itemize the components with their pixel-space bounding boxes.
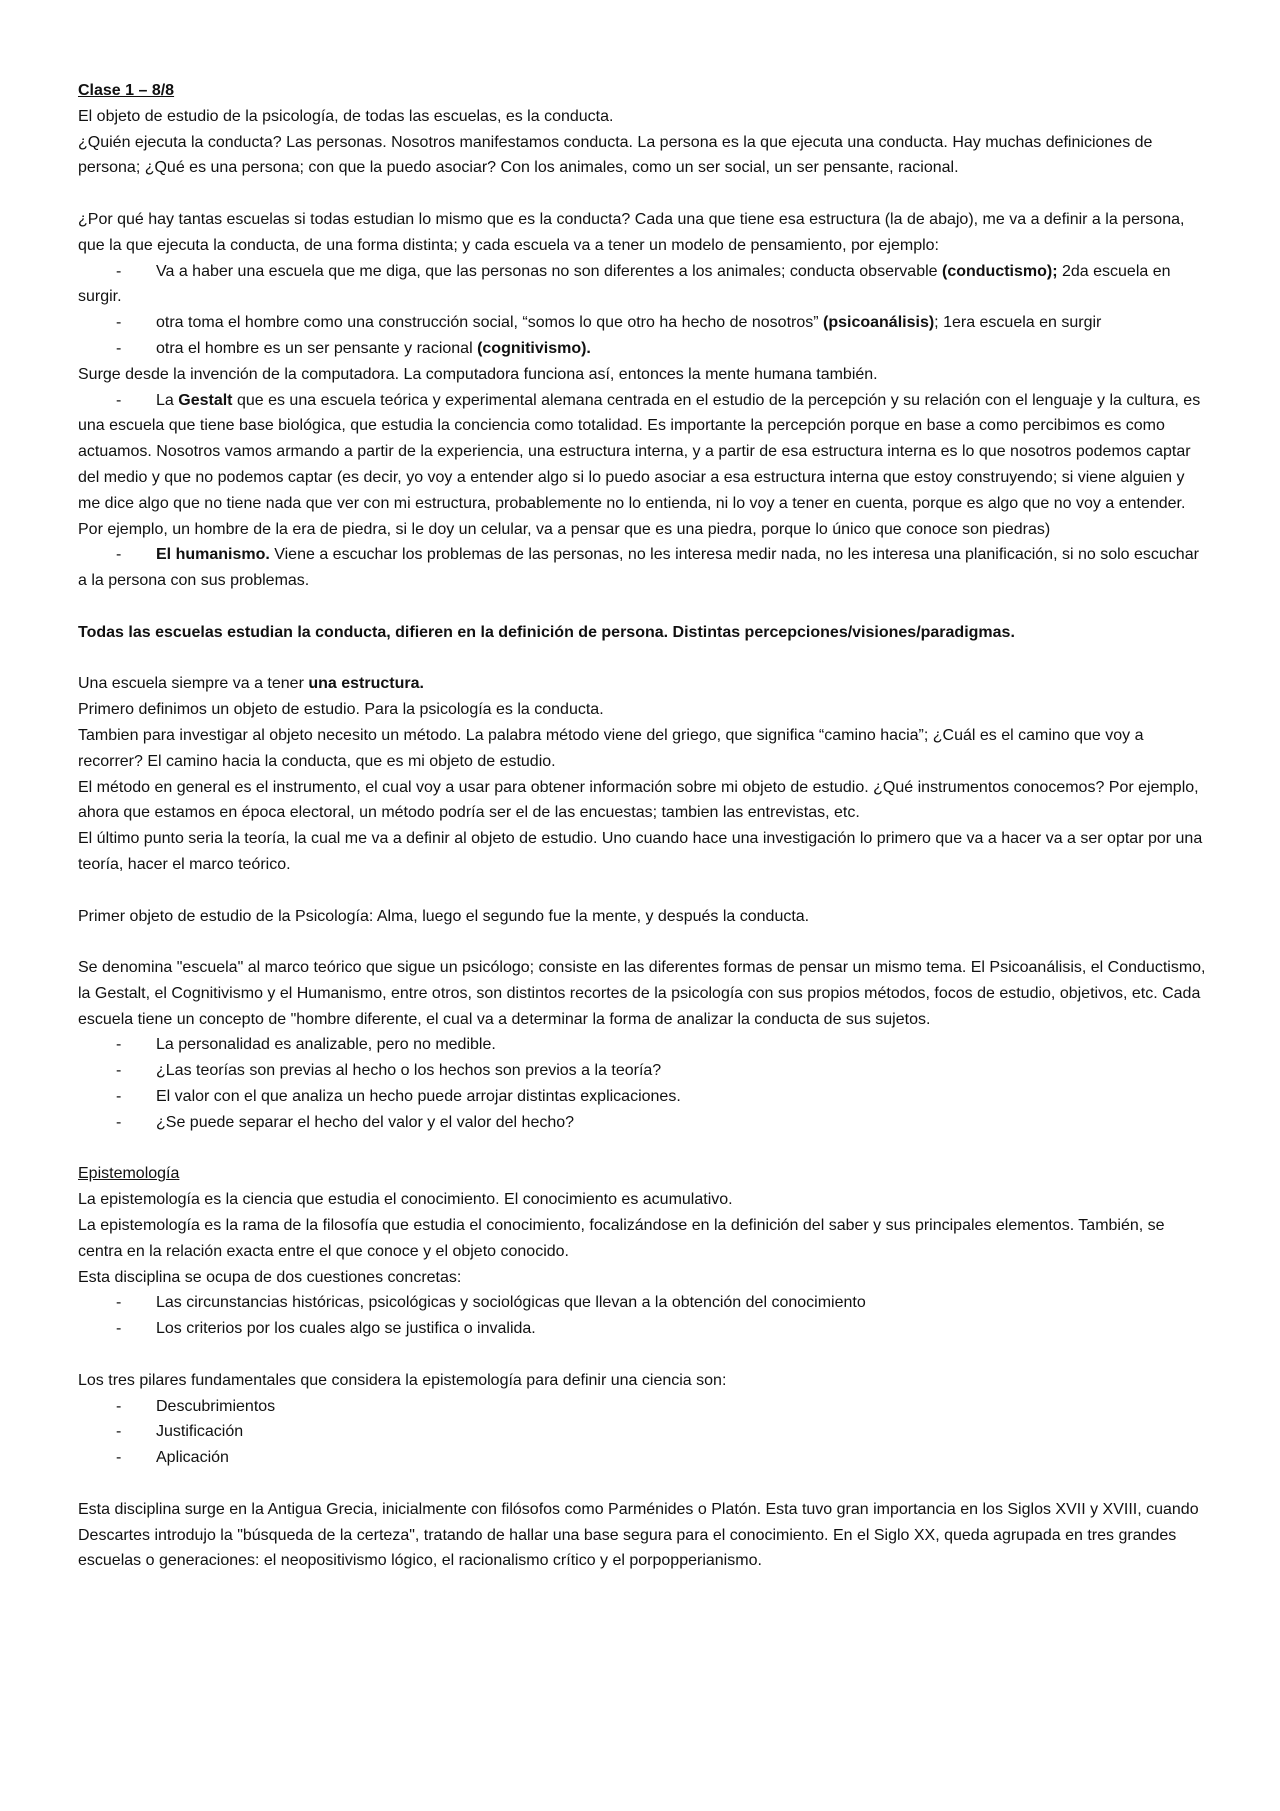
epistemology-history: Esta disciplina surge en la Antigua Grecia, inicialmente con filósofos como Parménides o Platón. Esta tuvo gran importancia en los Siglos XVII y XVIII, cuando Descartes introdujo la "búsqueda de la certeza", tratando de hallar una base segura para el conocimiento. En el Siglo XX, queda agrupada en tres grandes escuelas o generaciones: el neopositivismo lógico, el racionalismo crítico y el porpopperianismo. [78, 1500, 1199, 1570]
spacer [78, 929, 1208, 955]
bullet-dash: - [116, 1113, 122, 1131]
bullet-dash: - [116, 314, 122, 332]
bullet-text: otra el hombre es un ser pensante y racional [156, 339, 478, 357]
bullet-bold-term: (psicoanálisis) [823, 314, 935, 332]
bullet-dash: - [116, 1423, 122, 1441]
list-item [78, 1394, 1208, 1420]
bullet-text-tail: ; 1era escuela en surgir [934, 314, 1102, 332]
summary-statement: Todas las escuelas estudian la conducta, difieren en la definición de persona. Distintas percepciones/visiones/paradigmas. [78, 623, 1015, 641]
intro-line-2: ¿Quién ejecuta la conducta? Las personas. Nosotros manifestamos conducta. La persona es la que ejecuta una conducta. Hay muchas definiciones de persona; ¿Qué es una persona; con que la puedo asociar? Con los animales, como un ser social, un ser pensante, racional. [78, 133, 1153, 177]
list-item [78, 1419, 1208, 1445]
bullet-conductismo [78, 259, 1208, 311]
bullet-dash: - [116, 1449, 122, 1467]
list-item [78, 1316, 1208, 1342]
structure-line-3: Tambien para investigar al objeto necesito un método. La palabra método viene del griego, que significa “camino hacia”; ¿Cuál es el camino que voy a recorrer? El camino hacia la conducta, que es mi objeto de estudio. [78, 726, 1144, 770]
document-page [78, 78, 1208, 1574]
spacer [78, 1471, 1208, 1497]
bullet-gestalt [78, 388, 1208, 543]
list-item [78, 1290, 1208, 1316]
pillars-intro: Los tres pilares fundamentales que considera la epistemología para definir una ciencia son: [78, 1371, 727, 1389]
bullet-humanismo [78, 542, 1208, 594]
epistemology-title: Epistemología [78, 1165, 180, 1183]
bullet-dash: - [116, 262, 122, 280]
schools-intro: ¿Por qué hay tantas escuelas si todas estudian lo mismo que es la conducta? Cada una que tiene esa estructura (la de abajo), me va a definir a la persona, que la que ejecuta la conducta, de una forma distinta; y cada escuela va a tener un modelo de pensamiento, por ejemplo: [78, 210, 1185, 254]
epistemology-line-3: Esta disciplina se ocupa de dos cuestiones concretas: [78, 1268, 462, 1286]
computer-line: Surge desde la invención de la computadora. La computadora funciona así, entonces la mente humana también. [78, 365, 878, 383]
bullet-bold-term: Gestalt [178, 391, 233, 409]
list-item-text: El valor con el que analiza un hecho puede arrojar distintas explicaciones. [156, 1088, 681, 1106]
spacer [78, 594, 1208, 620]
bullet-text: Va a haber una escuela que me diga, que las personas no son diferentes a los animales; conducta observable [156, 262, 942, 280]
bullet-text-tail: Viene a escuchar los problemas de las personas, no les interesa medir nada, no les interesa una planificación, si no solo escuchar a la persona con sus problemas. [78, 546, 1199, 590]
bullet-dash: - [116, 1036, 122, 1054]
bullet-bold-term: (cognitivismo). [477, 339, 591, 357]
escuela-definition: Se denomina "escuela" al marco teórico que sigue un psicólogo; consiste en las diferentes formas de pensar un mismo tema. El Psicoanálisis, el Conductismo, la Gestalt, el Cognitivismo y el Humanismo, entre otros, son distintos recortes de la psicología con sus propios métodos, focos de estudio, objetivos, etc. Cada escuela tiene un concepto de "hombre diferente, el cual va a determinar la forma de analizar la conducta de sus sujetos. [78, 959, 1206, 1028]
epistemology-line-1: La epistemología es la ciencia que estudia el conocimiento. El conocimiento es acumulativo. [78, 1191, 733, 1209]
bullet-text-tail: que es una escuela teórica y experimental alemana centrada en el estudio de la percepción y su relación con el lenguaje y la cultura, es una escuela que tiene base biológica, que estudia la conciencia como totalidad. Es importante la percepción porque en base a como percibimos es como actuamos. Nosotros vamos armando a partir de la experiencia, una estructura interna, y a partir de esa estructura interna es lo que nosotros podemos captar del medio y que no podemos captar (es decir, yo voy a entender algo si lo puedo asociar a esa estructura interna que estoy construyendo; si viene alguien y me dice algo que no tiene nada que ver con mi estructura, probablemente no lo entienda, ni lo voy a tener en cuenta, porque es algo que no voy a entender. Por ejemplo, un hombre de la era de piedra, si le doy un celular, va a pensar que es una piedra, porque lo único que conoce son piedras) [78, 391, 1201, 538]
list-item [78, 1058, 1208, 1084]
list-item-text: Los criterios por los cuales algo se justifica o invalida. [156, 1320, 536, 1338]
spacer [78, 646, 1208, 672]
list-item-text: ¿Las teorías son previas al hecho o los hechos son previos a la teoría? [156, 1062, 662, 1080]
structure-bold: una estructura. [308, 675, 424, 693]
bullet-dash: - [116, 1320, 122, 1338]
spacer [78, 1136, 1208, 1162]
list-item [78, 1110, 1208, 1136]
bullet-dash: - [116, 1062, 122, 1080]
list-item-text: Descubrimientos [156, 1397, 276, 1415]
list-item-text: Las circunstancias históricas, psicológicas y sociológicas que llevan a la obtención del conocimiento [156, 1294, 866, 1312]
bullet-bold-term: El humanismo. [156, 546, 270, 564]
spacer [78, 181, 1208, 207]
epistemology-line-2: La epistemología es la rama de la filosofía que estudia el conocimiento, focalizándose en la definición del saber y sus principales elementos. También, se centra en la relación exacta entre el que conoce y el objeto conocido. [78, 1217, 1165, 1260]
list-item-text: ¿Se puede separar el hecho del valor y el valor del hecho? [156, 1113, 575, 1131]
bullet-dash: - [116, 1088, 122, 1106]
bullet-dash: - [116, 391, 122, 409]
bullet-cognitivismo [78, 336, 1208, 362]
list-item [78, 1032, 1208, 1058]
list-item [78, 1084, 1208, 1110]
class-heading: Clase 1 – 8/8 [78, 82, 175, 99]
structure-line-2: Primero definimos un objeto de estudio. Para la psicología es la conducta. [78, 701, 604, 719]
spacer [78, 878, 1208, 904]
bullet-dash: - [116, 339, 122, 357]
structure-text: Una escuela siempre va a tener [78, 675, 309, 693]
bullet-psicoanalisis [78, 310, 1208, 336]
bullet-dash: - [116, 1294, 122, 1312]
bullet-text-tail: 2da escuela en surgir. [78, 262, 1171, 306]
structure-line-1 [78, 671, 1208, 697]
spacer [78, 1342, 1208, 1368]
structure-line-4: El método en general es el instrumento, el cual voy a usar para obtener información sobre mi objeto de estudio. ¿Qué instrumentos conocemos? Por ejemplo, ahora que estamos en época electoral, un método podría ser el de las encuestas; tambien las entrevistas, etc. [78, 778, 1199, 822]
bullet-dash: - [116, 1397, 122, 1415]
bullet-text: otra toma el hombre como una construcción social, “somos lo que otro ha hecho de nosotros” [156, 314, 824, 332]
list-item-text: La personalidad es analizable, pero no medible. [156, 1036, 496, 1054]
bullet-bold-term: (conductismo); [942, 262, 1058, 280]
structure-line-5: El último punto seria la teoría, la cual me va a definir al objeto de estudio. Uno cuando hace una investigación lo primero que va a hacer va a ser optar por una teoría, hacer el marco teórico. [78, 830, 1203, 873]
intro-line-1: El objeto de estudio de la psicología, de todas las escuelas, es la conducta. [78, 107, 614, 125]
bullet-dash: - [116, 546, 122, 564]
bullet-text: La [156, 391, 179, 409]
list-item-text: Aplicación [156, 1449, 229, 1467]
list-item [78, 1445, 1208, 1471]
list-item-text: Justificación [156, 1423, 244, 1441]
first-object-line: Primer objeto de estudio de la Psicología: Alma, luego el segundo fue la mente, y después la conducta. [78, 907, 810, 925]
